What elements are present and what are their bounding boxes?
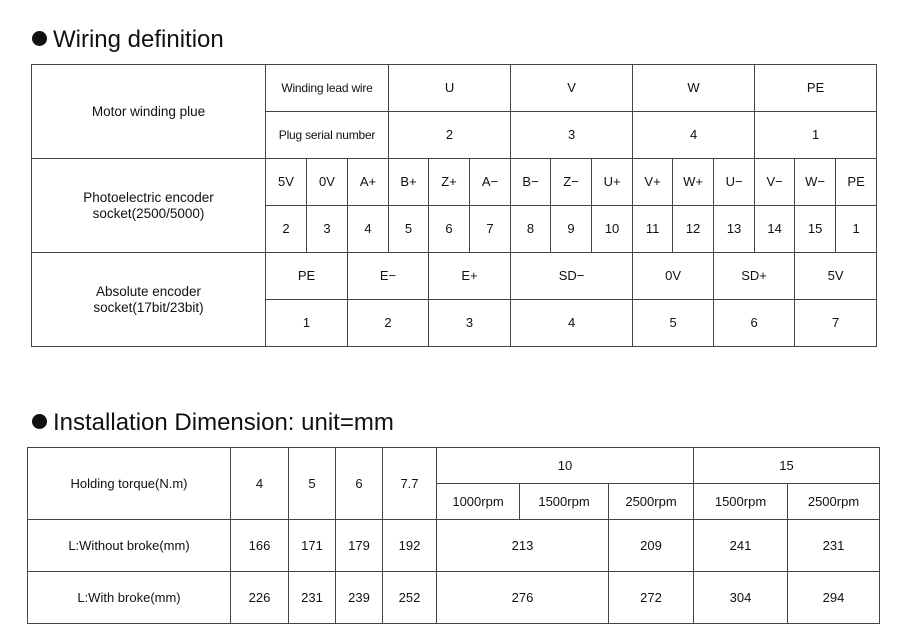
pin-cell: 10: [592, 206, 633, 253]
value-cell: 226: [231, 572, 289, 624]
signal-cell: SD+: [714, 253, 795, 300]
photo-encoder-label: [32, 159, 266, 253]
signal-cell: 0V: [307, 159, 348, 206]
value-cell: 294: [788, 572, 880, 624]
plug-cell: 1: [755, 112, 877, 159]
plug-cell: 4: [633, 112, 755, 159]
pin-cell: 4: [511, 300, 633, 347]
pin-cell: 1: [266, 300, 348, 347]
value-cell: 241: [694, 520, 788, 572]
value-cell: 192: [383, 520, 437, 572]
wiring-table: [31, 64, 877, 347]
signal-cell: 0V: [633, 253, 714, 300]
value-cell: 231: [788, 520, 880, 572]
table-row: [32, 159, 877, 206]
speed-cell: 1500rpm: [694, 484, 788, 520]
pin-cell: 13: [714, 206, 755, 253]
absolute-encoder-label-line2: socket(17bit/23bit): [93, 299, 204, 315]
signal-cell: A+: [348, 159, 389, 206]
pin-cell: 3: [307, 206, 348, 253]
absolute-encoder-label-line1: Absolute encoder: [95, 283, 202, 299]
photo-encoder-label-line2: socket(2500/5000): [92, 205, 205, 221]
lead-cell: V: [511, 65, 633, 112]
signal-cell: U+: [592, 159, 633, 206]
value-cell: 171: [289, 520, 336, 572]
table-row: [32, 253, 877, 300]
pin-cell: 7: [470, 206, 511, 253]
value-cell: 304: [694, 572, 788, 624]
value-cell: 179: [336, 520, 383, 572]
lead-cell: U: [389, 65, 511, 112]
plug-cell: 2: [389, 112, 511, 159]
pin-cell: 5: [389, 206, 429, 253]
value-cell: 231: [289, 572, 336, 624]
signal-cell: U−: [714, 159, 755, 206]
value-cell: 239: [336, 572, 383, 624]
winding-lead-label: Winding lead wire: [266, 65, 389, 112]
signal-cell: B+: [389, 159, 429, 206]
signal-cell: A−: [470, 159, 511, 206]
speed-cell: 2500rpm: [609, 484, 694, 520]
signal-cell: E−: [348, 253, 429, 300]
table-row: [28, 520, 880, 572]
pin-cell: 14: [755, 206, 795, 253]
wiring-heading-text: Wiring definition: [53, 26, 224, 53]
signal-cell: W−: [795, 159, 836, 206]
value-cell: 213: [437, 520, 609, 572]
signal-cell: B−: [511, 159, 551, 206]
signal-cell: PE: [266, 253, 348, 300]
pin-cell: 4: [348, 206, 389, 253]
pin-cell: 12: [673, 206, 714, 253]
table-row: [32, 65, 877, 112]
signal-cell: SD−: [511, 253, 633, 300]
lead-cell: PE: [755, 65, 877, 112]
pin-cell: 6: [429, 206, 470, 253]
torque-label: Holding torque(N.m): [28, 448, 231, 520]
plug-serial-label: Plug serial number: [266, 112, 389, 159]
signal-cell: PE: [836, 159, 877, 206]
signal-cell: V+: [633, 159, 673, 206]
signal-cell: W+: [673, 159, 714, 206]
dims-heading: [32, 409, 394, 437]
value-cell: 252: [383, 572, 437, 624]
table-row: [28, 572, 880, 624]
with-brake-label: L:With broke(mm): [28, 572, 231, 624]
motor-winding-label: Motor winding plue: [32, 65, 266, 159]
torque-cell: 6: [336, 448, 383, 520]
signal-cell: E+: [429, 253, 511, 300]
signal-cell: 5V: [266, 159, 307, 206]
torque-cell: 5: [289, 448, 336, 520]
absolute-encoder-label: [32, 253, 266, 347]
torque-cell: 7.7: [383, 448, 437, 520]
without-brake-label: L:Without broke(mm): [28, 520, 231, 572]
pin-cell: 7: [795, 300, 877, 347]
value-cell: 272: [609, 572, 694, 624]
table-row: [28, 448, 880, 484]
torque-group-15: 15: [694, 448, 880, 484]
pin-cell: 8: [511, 206, 551, 253]
torque-group-10: 10: [437, 448, 694, 484]
signal-cell: Z+: [429, 159, 470, 206]
pin-cell: 5: [633, 300, 714, 347]
pin-cell: 11: [633, 206, 673, 253]
pin-cell: 2: [266, 206, 307, 253]
dims-heading-text: Installation Dimension: unit=mm: [53, 409, 394, 436]
wiring-heading: [32, 26, 224, 54]
pin-cell: 6: [714, 300, 795, 347]
speed-cell: 2500rpm: [788, 484, 880, 520]
speed-cell: 1500rpm: [520, 484, 609, 520]
dimension-table: [27, 447, 880, 624]
pin-cell: 9: [551, 206, 592, 253]
photo-encoder-label-line1: Photoelectric encoder: [83, 189, 214, 205]
signal-cell: 5V: [795, 253, 877, 300]
speed-cell: 1000rpm: [437, 484, 520, 520]
lead-cell: W: [633, 65, 755, 112]
signal-cell: V−: [755, 159, 795, 206]
value-cell: 276: [437, 572, 609, 624]
value-cell: 166: [231, 520, 289, 572]
plug-cell: 3: [511, 112, 633, 159]
signal-cell: Z−: [551, 159, 592, 206]
torque-cell: 4: [231, 448, 289, 520]
bullet-icon: [32, 414, 47, 429]
value-cell: 209: [609, 520, 694, 572]
pin-cell: 1: [836, 206, 877, 253]
pin-cell: 2: [348, 300, 429, 347]
pin-cell: 15: [795, 206, 836, 253]
bullet-icon: [32, 31, 47, 46]
pin-cell: 3: [429, 300, 511, 347]
